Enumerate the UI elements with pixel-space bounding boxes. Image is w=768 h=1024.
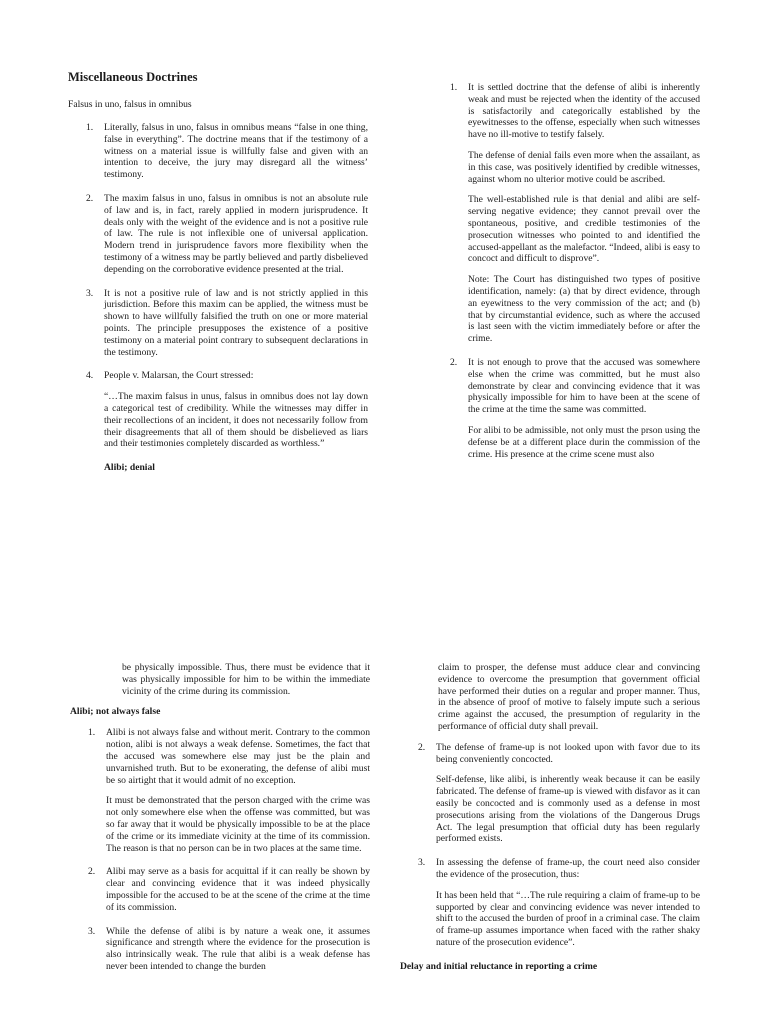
list-item xyxy=(70,926,370,973)
paragraph: The defense of denial fails even more when the assailant, as in this case, was positively identified by credible witnesses, against whom no ulterior motive could be ascribed. xyxy=(468,149,700,185)
item-number: 2. xyxy=(418,741,426,753)
list-item xyxy=(68,122,368,181)
list-item xyxy=(68,370,368,450)
bottom-left-column xyxy=(70,662,370,985)
top-left-column xyxy=(68,70,368,483)
paragraph: The maxim falsus in uno, falsus in omnibus is not an absolute rule of law and is, in fact, rarely applied in modern jurisprudence. It deals only with the weight of the evidence and is not a positive rule of law. The rule is not inflexible one of universal application. Modern trend in jurisprudence favors more flexibility when the testimony of a witness may be partly believed and partly disbelieved depending on the corroborative evidence presented at the trial. xyxy=(104,192,368,275)
list-item xyxy=(70,866,370,913)
paragraph: For alibi to be admissible, not only must the prson using the defense be at a different place durin the commission of the crime. His presence at the crime scene must also xyxy=(468,424,700,460)
paragraph: Literally, falsus in uno, falsus in omnibus means “false in one thing, false in everything”. The doctrine means that if the testimony of a witness on a material issue is willfully false and given with an intention to deceive, the jury may disregard all the witness’ testimony. xyxy=(104,122,368,181)
item-number: 2. xyxy=(88,866,96,878)
item-number: 1. xyxy=(450,82,458,93)
bottom-right-column xyxy=(400,662,700,982)
paragraph: It is not enough to prove that the accused was somewhere else when the crime was committed, but he must also demonstrate by clear and convincing evidence that it was physically impossible for him to have been at the scene of the crime at the time the same was committed. xyxy=(468,356,700,416)
document-title: Miscellaneous Doctrines xyxy=(68,70,198,84)
top-right-column xyxy=(432,82,700,472)
paragraph: In assessing the defense of frame-up, the court need also consider the evidence of the prosecution, thus: xyxy=(436,857,700,880)
item-number: 3. xyxy=(86,287,94,299)
list-item xyxy=(432,357,700,460)
paragraph: While the defense of alibi is by nature a weak one, it assumes significance and strength where the evidence for the prosecution is also intrinsically weak. The rule that alibi is a weak defense has never been intended to change the burden xyxy=(106,925,370,972)
section-heading: Delay and initial reluctance in reporting a crime xyxy=(400,960,598,972)
paragraph: The well-established rule is that denial and alibi are self-serving negative evidence; they cannot prevail over the spontaneous, positive, and credible testimonies of the prosecution witnesses who pointed to and identified the accused-appellant as the malefactor. “Indeed, alibi is easy to concoct and difficult to disprove”. xyxy=(468,194,700,265)
paragraph: Alibi may serve as a basis for acquittal if it can really be shown by clear and convincing evidence that it was indeed physically impossible for the accused to be at the scene of the crime at the time of its commission. xyxy=(106,866,370,913)
list-item xyxy=(400,857,700,949)
item-number: 4. xyxy=(86,370,94,382)
paragraph: It has been held that “…The rule requiring a claim of frame-up to be supported by clear and convincing evidence was never intended to shift to the accused the burden of proof in a criminal case. The claim of frame-up assumes importance when faced with the rather shaky nature of the prosecution evidence”. xyxy=(436,889,700,948)
paragraph: People v. Malarsan, the Court stressed: xyxy=(104,370,254,382)
continued-paragraph: claim to prosper, the defense must adduce clear and convincing evidence to overcome the presumption that government official have performed their duties on a regular and proper manner. Thus, in the absence of proof of motive to falsely impute such a serious crime against the accused, the presumption of regularity in the performance of official duty shall prevail. xyxy=(438,662,700,732)
item-number: 3. xyxy=(88,925,96,937)
paragraph: Note: The Court has distinguished two types of positive identification, namely: (a) that by direct evidence, through an eyewitness to the very commission of the act; and (b) that by circumstantial evidence, such as where the accused is last seen with the victim immediately before or after the crime. xyxy=(468,274,700,345)
paragraph: The defense of frame-up is not looked upon with favor due to its being conveniently concocted. xyxy=(436,741,700,765)
page-bottom xyxy=(0,640,768,1024)
numbered-list xyxy=(68,122,368,450)
subtitle: Falsus in uno, falsus in omnibus xyxy=(68,99,192,110)
numbered-list xyxy=(70,727,370,972)
section-heading: Alibi; denial xyxy=(104,462,155,474)
item-number: 1. xyxy=(88,727,96,739)
quote-paragraph: “…The maxim falsus in unus, falsus in omnibus does not lay down a categorical test of credibility. While the witnesses may differ in their recollections of an incident, it does not necessarily follow from their disagreements that all of them should be disbelieved as liars and their testimonies completely discarded as worthless.” xyxy=(104,391,368,450)
section-heading: Alibi; not always false xyxy=(70,706,161,718)
list-item xyxy=(68,193,368,276)
paragraph: It must be demonstrated that the person charged with the crime was not only somewhere else when the offense was committed, but was so far away that it would be physically impossible to be at the place of the crime or its immediate vicinity at the time of its commission. The reason is that no person can be in two places at the same time. xyxy=(106,795,370,854)
list-item xyxy=(70,727,370,854)
continued-paragraph: be physically impossible. Thus, there must be evidence that it was physically impossible for him to be within the immediate vicinity of the crime during its commission. xyxy=(122,662,370,697)
paragraph: Alibi is not always false and without merit. Contrary to the common notion, alibi is not always a weak defense. Sometimes, the fact that the accused was somewhere else may just be the plain and unvarnished truth. But to be exonerating, the defense of alibi must be so airtight that it would admit of no exception. xyxy=(106,727,370,786)
paragraph: It is not a positive rule of law and is not strictly applied in this jurisdiction. Before this maxim can be applied, the witness must be shown to have willfully falsified the truth on one or more material points. The principle presupposes the existence of a positive testimony on a material point contrary to subsequent declarations in the testimony. xyxy=(104,287,368,358)
list-item xyxy=(432,82,700,345)
list-item xyxy=(400,742,700,845)
paragraph: Self-defense, like alibi, is inherently weak because it can be easily fabricated. The defense of frame-up is viewed with disfavor as it can easily be concocted and is commonly used as a defense in most prosecutions arising from the violations of the Dangerous Drugs Act. The legal presumption that official duty has been regularly performed exists. xyxy=(436,774,700,845)
item-number: 3. xyxy=(418,857,426,869)
numbered-list xyxy=(400,742,700,949)
item-number: 1. xyxy=(86,122,94,133)
item-number: 2. xyxy=(450,356,458,368)
paragraph: It is settled doctrine that the defense of alibi is inherently weak and must be rejected when the identity of the accused is satisfactorily and categorically established by the eyewitnesses to the offense, especially when such witnesses have no ill-motive to testify falsely. xyxy=(468,82,700,141)
item-number: 2. xyxy=(86,192,94,204)
numbered-list xyxy=(432,82,700,460)
list-item xyxy=(68,288,368,359)
